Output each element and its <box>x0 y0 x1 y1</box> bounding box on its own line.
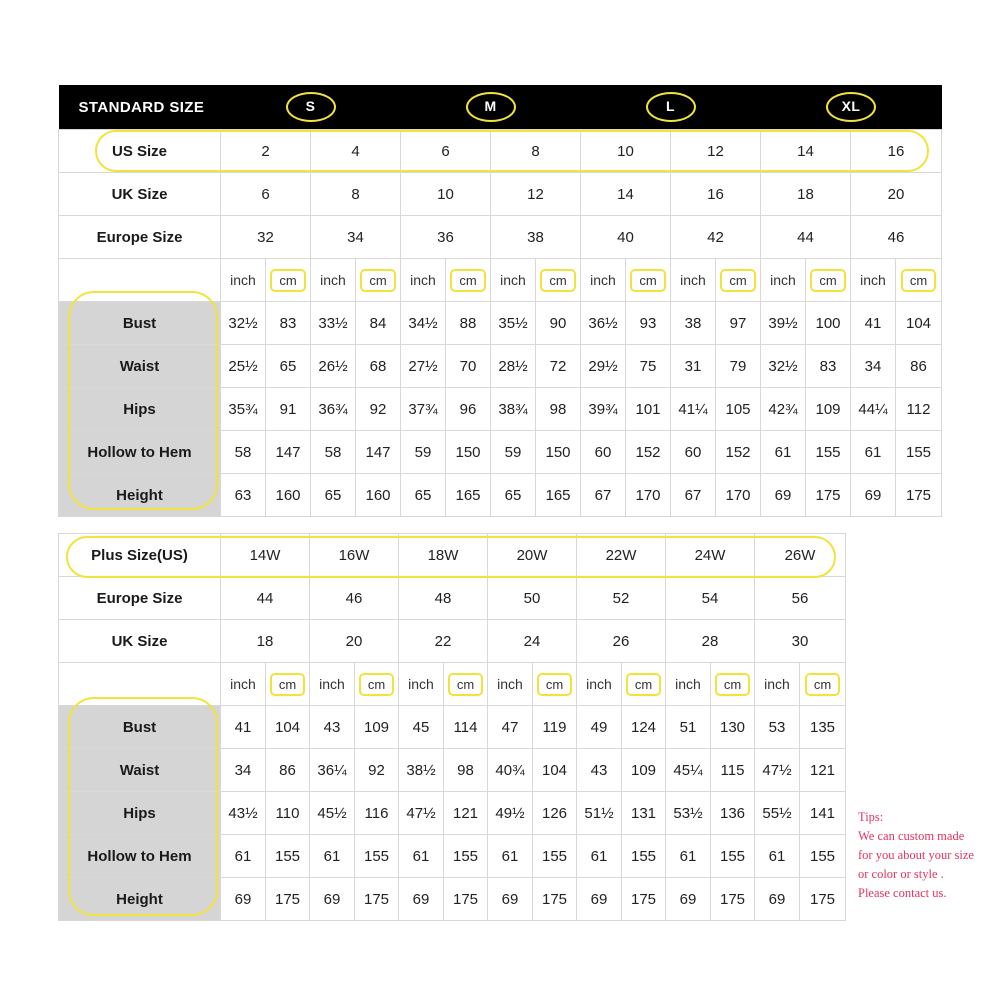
cell: 84 <box>356 302 401 345</box>
row-label-hips: Hips <box>59 388 221 431</box>
cell: 121 <box>800 749 846 792</box>
cell: 114 <box>444 706 488 749</box>
table-row-plus-hollow-to-hem <box>59 835 846 878</box>
cell: 104 <box>266 706 310 749</box>
table-row-height <box>59 474 942 517</box>
cell: 18W <box>399 534 488 577</box>
cell: 6 <box>401 130 491 173</box>
cell: 54 <box>666 577 755 620</box>
cell: 119 <box>533 706 577 749</box>
unit-cm <box>446 259 491 302</box>
table-row-bust <box>59 302 942 345</box>
row-label-plus-hollow-to-hem: Hollow to Hem <box>59 835 221 878</box>
unit-cm <box>266 663 310 706</box>
cm-pill: cm <box>626 673 661 696</box>
cell: 25½ <box>221 345 266 388</box>
cell: 155 <box>806 431 851 474</box>
cell: 65 <box>311 474 356 517</box>
size-cell-s <box>221 85 401 130</box>
cell: 175 <box>533 878 577 921</box>
cell: 16 <box>671 173 761 216</box>
cell: 41¼ <box>671 388 716 431</box>
cell: 124 <box>622 706 666 749</box>
cell: 44¼ <box>851 388 896 431</box>
cell: 69 <box>851 474 896 517</box>
unit-cm <box>266 259 311 302</box>
tips-line-2: We can custom made <box>858 829 965 843</box>
cm-pill: cm <box>720 269 755 292</box>
table-row-uk-size <box>59 173 942 216</box>
cell: 44 <box>761 216 851 259</box>
unit-cm <box>626 259 671 302</box>
cell: 112 <box>896 388 942 431</box>
cell: 32½ <box>761 345 806 388</box>
cell: 97 <box>716 302 761 345</box>
cell: 45¼ <box>666 749 711 792</box>
cell: 141 <box>800 792 846 835</box>
cell: 65 <box>401 474 446 517</box>
cell: 175 <box>806 474 851 517</box>
table-row-plus-hips <box>59 792 846 835</box>
unit-cm <box>355 663 399 706</box>
row-label-plus-uk-size: UK Size <box>59 620 221 663</box>
table-row-hollow-to-hem <box>59 431 942 474</box>
unit-inch: inch <box>577 663 622 706</box>
cell: 26W <box>755 534 846 577</box>
row-label-hollow-to-hem: Hollow to Hem <box>59 431 221 474</box>
unit-cm <box>356 259 401 302</box>
cell: 22 <box>399 620 488 663</box>
cell: 36¼ <box>310 749 355 792</box>
table-row-plus-waist <box>59 749 846 792</box>
cell: 38 <box>671 302 716 345</box>
cell: 46 <box>851 216 942 259</box>
cell: 39¾ <box>581 388 626 431</box>
cell: 69 <box>221 878 266 921</box>
unit-cm <box>896 259 942 302</box>
cell: 155 <box>800 835 846 878</box>
cell: 51 <box>666 706 711 749</box>
unit-inch: inch <box>755 663 800 706</box>
cell: 69 <box>577 878 622 921</box>
cm-pill: cm <box>715 673 750 696</box>
cell: 105 <box>716 388 761 431</box>
cell: 31 <box>671 345 716 388</box>
cell: 24 <box>488 620 577 663</box>
cell: 45½ <box>310 792 355 835</box>
cell: 47½ <box>399 792 444 835</box>
cm-pill: cm <box>448 673 483 696</box>
cell: 109 <box>355 706 399 749</box>
cell: 34 <box>311 216 401 259</box>
unit-cm <box>536 259 581 302</box>
cell: 61 <box>310 835 355 878</box>
cell: 14 <box>581 173 671 216</box>
unit-cm <box>533 663 577 706</box>
size-badge-l: L <box>646 92 696 122</box>
unit-inch: inch <box>399 663 444 706</box>
cell: 43½ <box>221 792 266 835</box>
cell: 91 <box>266 388 311 431</box>
cell: 60 <box>671 431 716 474</box>
cell: 26 <box>577 620 666 663</box>
cell: 10 <box>581 130 671 173</box>
cell: 131 <box>622 792 666 835</box>
cell: 52 <box>577 577 666 620</box>
unit-cm <box>444 663 488 706</box>
standard-header-row <box>59 85 942 130</box>
cell: 53 <box>755 706 800 749</box>
cell: 27½ <box>401 345 446 388</box>
cell: 35¾ <box>221 388 266 431</box>
cell: 160 <box>356 474 401 517</box>
row-label-uk-size: UK Size <box>59 173 221 216</box>
cell: 126 <box>533 792 577 835</box>
cell: 175 <box>266 878 310 921</box>
size-cell-m <box>401 85 581 130</box>
cell: 59 <box>401 431 446 474</box>
table-row-europe-size <box>59 216 942 259</box>
cell: 26½ <box>311 345 356 388</box>
cell: 116 <box>355 792 399 835</box>
cell: 47 <box>488 706 533 749</box>
cell: 4 <box>311 130 401 173</box>
cell: 43 <box>577 749 622 792</box>
cell: 34 <box>221 749 266 792</box>
cell: 42¾ <box>761 388 806 431</box>
cell: 33½ <box>311 302 356 345</box>
cell: 36½ <box>581 302 626 345</box>
cell: 155 <box>711 835 755 878</box>
cell: 46 <box>310 577 399 620</box>
cell: 69 <box>666 878 711 921</box>
cell: 45 <box>399 706 444 749</box>
unit-inch: inch <box>666 663 711 706</box>
cell: 83 <box>806 345 851 388</box>
unit-cm <box>622 663 666 706</box>
cell: 135 <box>800 706 846 749</box>
row-label-plus-size-us: Plus Size(US) <box>59 534 221 577</box>
cell: 48 <box>399 577 488 620</box>
cell: 12 <box>491 173 581 216</box>
cell: 68 <box>356 345 401 388</box>
cell: 56 <box>755 577 846 620</box>
cell: 175 <box>711 878 755 921</box>
unit-inch: inch <box>671 259 716 302</box>
cell: 32½ <box>221 302 266 345</box>
cell: 155 <box>622 835 666 878</box>
row-label-plus-bust: Bust <box>59 706 221 749</box>
cell: 92 <box>355 749 399 792</box>
size-cell-xl <box>761 85 942 130</box>
tips-line-4: or color or style . <box>858 867 944 881</box>
cell: 35½ <box>491 302 536 345</box>
cell: 44 <box>221 577 310 620</box>
cell: 50 <box>488 577 577 620</box>
unit-inch: inch <box>221 663 266 706</box>
table-row-plus-units <box>59 663 846 706</box>
unit-inch: inch <box>311 259 356 302</box>
cell: 160 <box>266 474 311 517</box>
cell: 43 <box>310 706 355 749</box>
cell: 121 <box>444 792 488 835</box>
cell: 40 <box>581 216 671 259</box>
unit-inch: inch <box>401 259 446 302</box>
table-row-plus-europe-size <box>59 577 846 620</box>
cell: 61 <box>488 835 533 878</box>
cell: 28½ <box>491 345 536 388</box>
table-row-us-size <box>59 130 942 173</box>
cell: 79 <box>716 345 761 388</box>
cell: 60 <box>581 431 626 474</box>
cell: 39½ <box>761 302 806 345</box>
cell: 86 <box>266 749 310 792</box>
cell: 69 <box>310 878 355 921</box>
row-label-plus-europe-size: Europe Size <box>59 577 221 620</box>
cell: 51½ <box>577 792 622 835</box>
cell: 14 <box>761 130 851 173</box>
cell: 88 <box>446 302 491 345</box>
unit-inch: inch <box>851 259 896 302</box>
cell: 32 <box>221 216 311 259</box>
row-label-europe-size: Europe Size <box>59 216 221 259</box>
cell: 98 <box>444 749 488 792</box>
cm-pill: cm <box>450 269 485 292</box>
cell: 16 <box>851 130 942 173</box>
cell: 86 <box>896 345 942 388</box>
cell: 175 <box>444 878 488 921</box>
cell: 40¾ <box>488 749 533 792</box>
cell: 38¾ <box>491 388 536 431</box>
table-row-plus-uk-size <box>59 620 846 663</box>
cell: 165 <box>536 474 581 517</box>
unit-cm <box>800 663 846 706</box>
row-label-bust: Bust <box>59 302 221 345</box>
row-label-us-size: US Size <box>59 130 221 173</box>
cell: 47½ <box>755 749 800 792</box>
cell: 58 <box>221 431 266 474</box>
table-row-plus-bust <box>59 706 846 749</box>
cm-pill: cm <box>359 673 394 696</box>
cell: 175 <box>800 878 846 921</box>
cell: 61 <box>221 835 266 878</box>
cm-pill: cm <box>270 673 305 696</box>
unit-inch: inch <box>491 259 536 302</box>
cell: 36 <box>401 216 491 259</box>
cell: 175 <box>355 878 399 921</box>
cell: 175 <box>622 878 666 921</box>
plus-size-table <box>58 533 846 921</box>
cell: 2 <box>221 130 311 173</box>
row-label-plus-height: Height <box>59 878 221 921</box>
cell: 69 <box>399 878 444 921</box>
cell: 38½ <box>399 749 444 792</box>
row-label-height: Height <box>59 474 221 517</box>
cell: 61 <box>577 835 622 878</box>
cm-pill: cm <box>805 673 840 696</box>
cell: 147 <box>356 431 401 474</box>
cell: 42 <box>671 216 761 259</box>
cell: 34½ <box>401 302 446 345</box>
cell: 22W <box>577 534 666 577</box>
table-row-hips <box>59 388 942 431</box>
size-badge-xl: XL <box>826 92 876 122</box>
cm-pill: cm <box>901 269 936 292</box>
cell: 72 <box>536 345 581 388</box>
cell: 65 <box>491 474 536 517</box>
cell: 70 <box>446 345 491 388</box>
cell: 83 <box>266 302 311 345</box>
cell: 104 <box>533 749 577 792</box>
cell: 49½ <box>488 792 533 835</box>
cell: 18 <box>761 173 851 216</box>
cell: 155 <box>896 431 942 474</box>
cell: 20 <box>310 620 399 663</box>
cm-pill: cm <box>630 269 665 292</box>
unit-cm <box>806 259 851 302</box>
cell: 100 <box>806 302 851 345</box>
cell: 18 <box>221 620 310 663</box>
cell: 8 <box>311 173 401 216</box>
tips-line-1: Tips: <box>858 810 884 824</box>
row-label-plus-units <box>59 663 221 706</box>
cell: 150 <box>536 431 581 474</box>
tips-block <box>858 808 998 903</box>
tips-line-3: for you about your size <box>858 848 974 862</box>
cell: 101 <box>626 388 671 431</box>
cell: 69 <box>761 474 806 517</box>
cell: 20 <box>851 173 942 216</box>
cell: 75 <box>626 345 671 388</box>
cell: 14W <box>221 534 310 577</box>
table-row-plus-size-us <box>59 534 846 577</box>
cell: 175 <box>896 474 942 517</box>
size-cell-l <box>581 85 761 130</box>
cell: 59 <box>491 431 536 474</box>
cell: 30 <box>755 620 846 663</box>
table-row-units <box>59 259 942 302</box>
cm-pill: cm <box>540 269 575 292</box>
unit-cm <box>711 663 755 706</box>
cell: 152 <box>626 431 671 474</box>
cell: 53½ <box>666 792 711 835</box>
cell: 24W <box>666 534 755 577</box>
cell: 130 <box>711 706 755 749</box>
cell: 165 <box>446 474 491 517</box>
cell: 155 <box>355 835 399 878</box>
plus-size-table-container <box>58 533 845 921</box>
cell: 152 <box>716 431 761 474</box>
cell: 170 <box>716 474 761 517</box>
cell: 109 <box>622 749 666 792</box>
cell: 110 <box>266 792 310 835</box>
standard-size-table <box>58 85 942 517</box>
cell: 41 <box>851 302 896 345</box>
cm-pill: cm <box>270 269 305 292</box>
cell: 136 <box>711 792 755 835</box>
cell: 20W <box>488 534 577 577</box>
cell: 147 <box>266 431 311 474</box>
unit-inch: inch <box>488 663 533 706</box>
cell: 8 <box>491 130 581 173</box>
cell: 67 <box>581 474 626 517</box>
cell: 90 <box>536 302 581 345</box>
unit-inch: inch <box>310 663 355 706</box>
cell: 65 <box>266 345 311 388</box>
cell: 115 <box>711 749 755 792</box>
tips-line-5: Please contact us. <box>858 886 947 900</box>
cell: 67 <box>671 474 716 517</box>
cell: 34 <box>851 345 896 388</box>
row-label-units <box>59 259 221 302</box>
cell: 92 <box>356 388 401 431</box>
size-badge-s: S <box>286 92 336 122</box>
cell: 61 <box>851 431 896 474</box>
row-label-waist: Waist <box>59 345 221 388</box>
cell: 98 <box>536 388 581 431</box>
cell: 61 <box>666 835 711 878</box>
cell: 104 <box>896 302 942 345</box>
cell: 6 <box>221 173 311 216</box>
cell: 61 <box>399 835 444 878</box>
cell: 58 <box>311 431 356 474</box>
cell: 63 <box>221 474 266 517</box>
cell: 28 <box>666 620 755 663</box>
cell: 150 <box>446 431 491 474</box>
cm-pill: cm <box>810 269 845 292</box>
cell: 155 <box>266 835 310 878</box>
standard-size-table-container <box>58 85 942 517</box>
cell: 96 <box>446 388 491 431</box>
cm-pill: cm <box>360 269 395 292</box>
cell: 69 <box>488 878 533 921</box>
table-row-waist <box>59 345 942 388</box>
cell: 36¾ <box>311 388 356 431</box>
cm-pill: cm <box>537 673 572 696</box>
cell: 155 <box>533 835 577 878</box>
unit-cm <box>716 259 761 302</box>
cell: 29½ <box>581 345 626 388</box>
cell: 55½ <box>755 792 800 835</box>
table-row-plus-height <box>59 878 846 921</box>
cell: 109 <box>806 388 851 431</box>
cell: 49 <box>577 706 622 749</box>
unit-inch: inch <box>581 259 626 302</box>
cell: 155 <box>444 835 488 878</box>
unit-inch: inch <box>761 259 806 302</box>
cell: 69 <box>755 878 800 921</box>
cell: 41 <box>221 706 266 749</box>
standard-header-title: STANDARD SIZE <box>59 85 221 130</box>
row-label-plus-waist: Waist <box>59 749 221 792</box>
cell: 61 <box>755 835 800 878</box>
cell: 10 <box>401 173 491 216</box>
cell: 170 <box>626 474 671 517</box>
cell: 37¾ <box>401 388 446 431</box>
cell: 16W <box>310 534 399 577</box>
cell: 61 <box>761 431 806 474</box>
cell: 12 <box>671 130 761 173</box>
size-badge-m: M <box>466 92 516 122</box>
cell: 38 <box>491 216 581 259</box>
unit-inch: inch <box>221 259 266 302</box>
cell: 93 <box>626 302 671 345</box>
row-label-plus-hips: Hips <box>59 792 221 835</box>
